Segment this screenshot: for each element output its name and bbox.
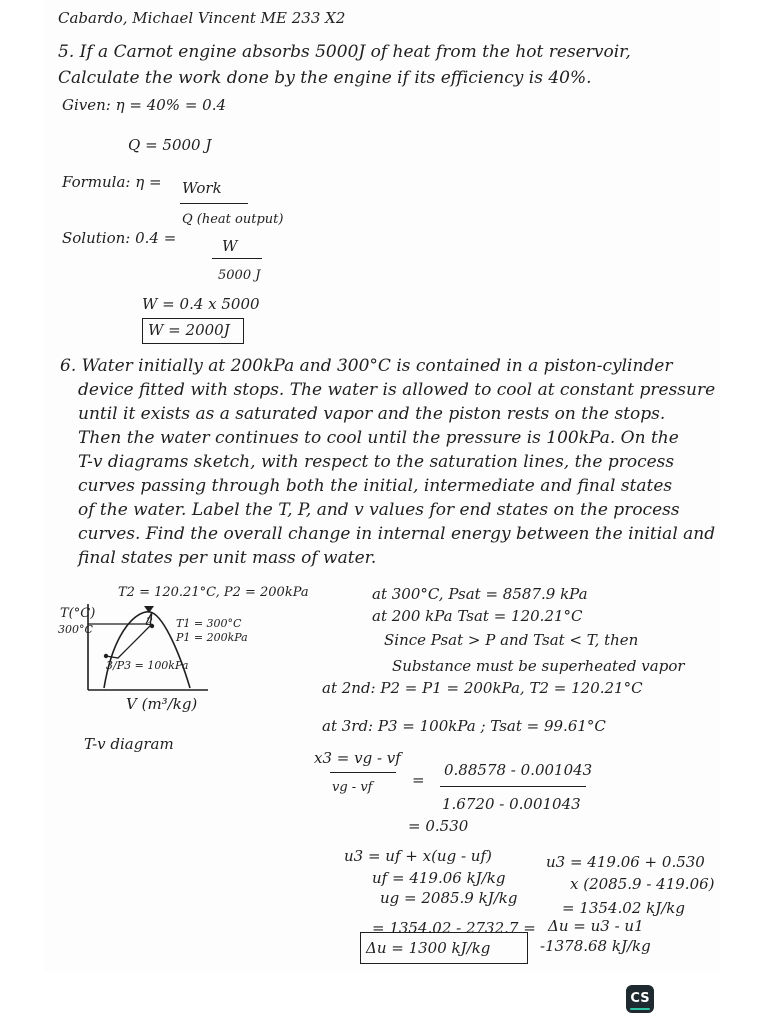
solution-numerator: W (222, 237, 238, 255)
work-line-4: Substance must be superheated vapor (392, 657, 685, 675)
scratch-line: = 1354.02 - 2732.7 = (372, 919, 536, 937)
given-efficiency: Given: η = 40% = 0.4 (62, 96, 227, 114)
u3-calc-2: x (2085.9 - 419.06) (570, 875, 715, 893)
work-line-6: at 3rd: P3 = 100kPa ; Tsat = 99.61°C (322, 717, 606, 735)
work-line-5: at 2nd: P2 = P1 = 200kPa, T2 = 120.21°C (322, 679, 643, 697)
u3-calc-1: u3 = 419.06 + 0.530 (546, 853, 705, 871)
solution-fraction-bar (212, 258, 262, 259)
u3-result: = 1354.02 kJ/kg (562, 899, 685, 917)
final-answer: Δu = 1300 kJ/kg (366, 939, 491, 957)
problem-6-line: curves. Find the overall change in internal energy between the initial and (78, 524, 716, 544)
diagram-y-tick: 300°C (58, 623, 93, 636)
work-line-2: at 200 kPa Tsat = 120.21°C (372, 607, 583, 625)
u3-formula: u3 = uf + x(ug - uf) (344, 847, 492, 865)
du-result: -1378.68 kJ/kg (540, 937, 651, 955)
problem-6-line: final states per unit mass of water. (78, 548, 377, 568)
solution-step: W = 0.4 x 5000 (142, 295, 260, 313)
x3-equals: = (412, 771, 425, 789)
diagram-caption: T-v diagram (84, 735, 174, 753)
problem-6-line: until it exists as a saturated vapor and the piston rests on the stops. (78, 404, 666, 424)
x3-fraction-bar (440, 786, 586, 787)
problem-6-line: device fitted with stops. The water is allowed to cool at constant pressure (78, 380, 716, 400)
given-heat: Q = 5000 J (128, 136, 212, 154)
du-equation: Δu = u3 - u1 (548, 917, 644, 935)
problem-5-line-1: 5. If a Carnot engine absorbs 5000J of heat from the hot reservoir, (58, 42, 631, 62)
answer-text: W = 2000J (148, 321, 230, 339)
formula-fraction-bar (180, 203, 248, 204)
formula-denominator: Q (heat output) (182, 212, 284, 227)
solution-denominator: 5000 J (218, 268, 261, 283)
work-line-3: Since Psat > P and Tsat < T, then (384, 631, 639, 649)
camscanner-badge: CS (626, 985, 654, 1013)
uf-value: uf = 419.06 kJ/kg (372, 869, 506, 887)
diagram-y-axis-label: T(°C) (60, 606, 96, 621)
problem-5-line-2: Calculate the work done by the engine if its efficiency is 40%. (58, 68, 592, 88)
problem-6-line: 6. Water initially at 200kPa and 300°C is contained in a piston-cylinder (60, 356, 673, 376)
state-2-label: 2 (146, 615, 153, 628)
formula-label: Formula: η = (62, 173, 162, 191)
state-1-pressure: P1 = 200kPa (176, 631, 248, 644)
diagram-top-label: T2 = 120.21°C, P2 = 200kPa (118, 585, 309, 600)
state-3-label: 3/P3 = 100kPa (106, 659, 189, 672)
problem-6-line: of the water. Label the T, P, and v values for end states on the process (78, 500, 680, 520)
problem-6-line: T-v diagrams sketch, with respect to the saturation lines, the process (78, 452, 675, 472)
problem-6-line: Then the water continues to cool until the pressure is 100kPa. On the (78, 428, 679, 448)
header-name-course: Cabardo, Michael Vincent ME 233 X2 (58, 9, 346, 27)
diagram-x-axis-label: V (m³/kg) (126, 695, 198, 713)
x3-left-fraction-bar (330, 772, 396, 773)
solution-label: Solution: 0.4 = (62, 229, 177, 247)
formula-numerator: Work (182, 179, 222, 197)
x3-left-denominator: vg - vf (332, 780, 373, 795)
x3-numerator: 0.88578 - 0.001043 (444, 761, 593, 779)
x3-result: = 0.530 (408, 817, 469, 835)
ug-value: ug = 2085.9 kJ/kg (380, 889, 518, 907)
state-1-temp: T1 = 300°C (176, 617, 242, 630)
x3-denominator: 1.6720 - 0.001043 (442, 795, 581, 813)
problem-6-line: curves passing through both the initial, intermediate and final states (78, 476, 673, 496)
work-line-1: at 300°C, Psat = 8587.9 kPa (372, 585, 588, 603)
x3-formula: x3 = vg - vf (314, 749, 401, 767)
